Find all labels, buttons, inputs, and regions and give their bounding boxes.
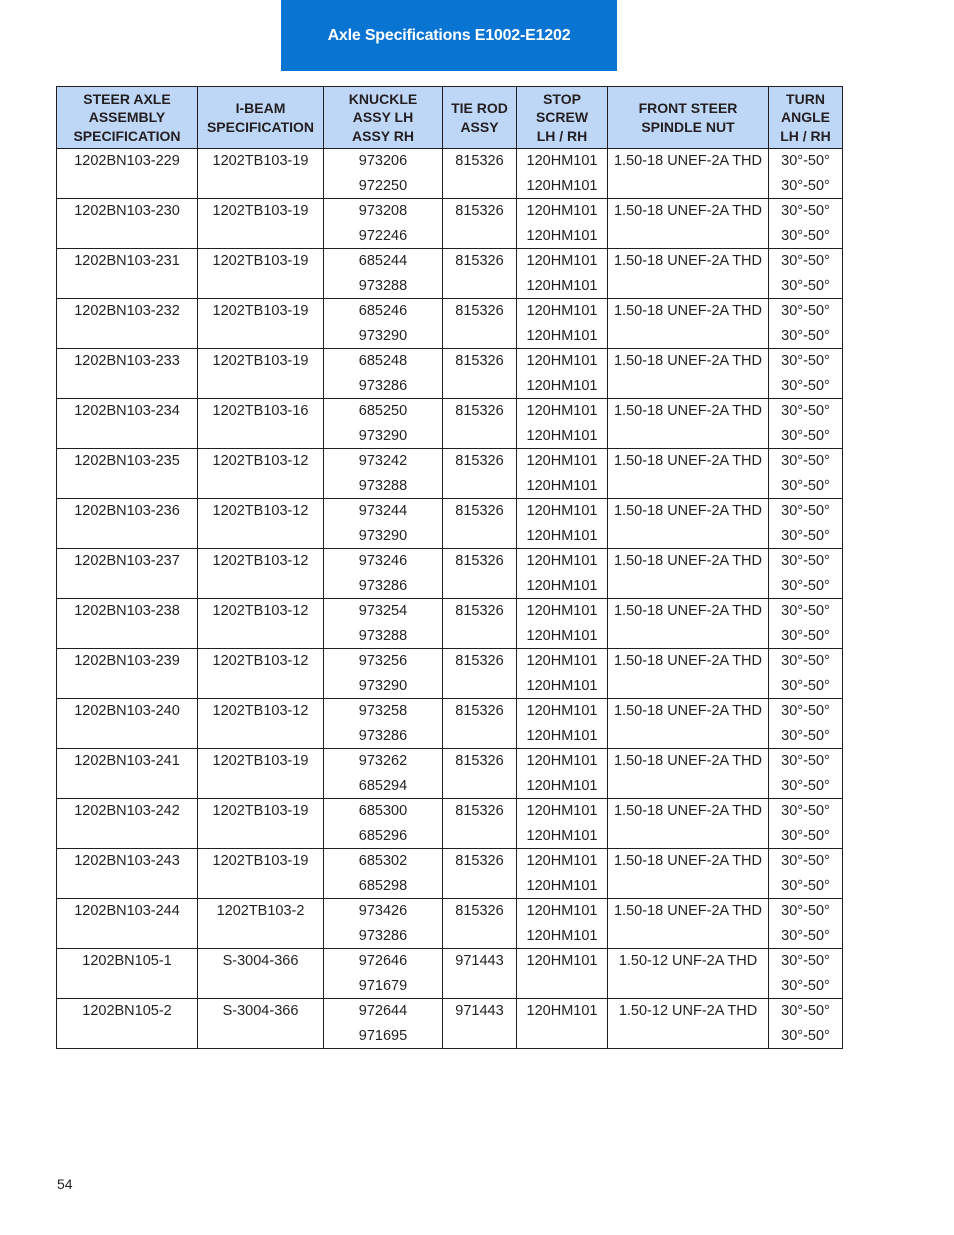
tie-rod-cell-2 bbox=[443, 774, 517, 799]
turn-angle-cell: 30°-50° bbox=[769, 799, 843, 825]
assembly-cell-2 bbox=[57, 974, 198, 999]
knuckle-lh-cell: 973258 bbox=[324, 699, 443, 725]
ibeam-cell-2 bbox=[198, 674, 324, 699]
spindle-nut-cell: 1.50-18 UNEF-2A THD bbox=[608, 699, 769, 725]
header-line: LH / RH bbox=[536, 127, 588, 144]
ibeam-cell: 1202TB103-12 bbox=[198, 699, 324, 725]
stop-screw-cell: 120HM101 bbox=[517, 849, 608, 875]
turn-angle-cell: 30°-50° bbox=[769, 399, 843, 425]
spindle-nut-cell-2 bbox=[608, 574, 769, 599]
header-line: SCREW bbox=[535, 109, 589, 126]
turn-angle-cell-2: 30°-50° bbox=[769, 224, 843, 249]
knuckle-lh-cell-2: 972250 bbox=[324, 174, 443, 199]
turn-angle-cell: 30°-50° bbox=[769, 499, 843, 525]
assembly-cell: 1202BN103-232 bbox=[57, 299, 198, 325]
turn-angle-cell-2: 30°-50° bbox=[769, 974, 843, 999]
stop-screw-cell: 120HM101 bbox=[517, 249, 608, 275]
knuckle-lh-cell: 973426 bbox=[324, 899, 443, 925]
stop-screw-cell-2: 120HM101 bbox=[517, 274, 608, 299]
assembly-cell: 1202BN103-238 bbox=[57, 599, 198, 625]
spindle-nut-cell: 1.50-18 UNEF-2A THD bbox=[608, 149, 769, 175]
header-i-beam-spec bbox=[198, 87, 324, 149]
ibeam-cell: 1202TB103-12 bbox=[198, 599, 324, 625]
tie-rod-cell-2 bbox=[443, 224, 517, 249]
table-row bbox=[57, 499, 843, 549]
stop-screw-cell-2: 120HM101 bbox=[517, 674, 608, 699]
header-line: ASSY RH bbox=[352, 127, 414, 144]
knuckle-lh-cell: 685302 bbox=[324, 849, 443, 875]
turn-angle-cell-2: 30°-50° bbox=[769, 574, 843, 599]
turn-angle-cell: 30°-50° bbox=[769, 649, 843, 675]
tie-rod-cell: 815326 bbox=[443, 199, 517, 225]
header-steer-axle-assembly bbox=[57, 87, 198, 149]
ibeam-cell-2 bbox=[198, 274, 324, 299]
stop-screw-cell: 120HM101 bbox=[517, 499, 608, 525]
tie-rod-cell-2 bbox=[443, 974, 517, 999]
stop-screw-cell: 120HM101 bbox=[517, 999, 608, 1025]
header-line: ASSEMBLY bbox=[88, 109, 166, 126]
tie-rod-cell: 815326 bbox=[443, 749, 517, 775]
spindle-nut-cell: 1.50-18 UNEF-2A THD bbox=[608, 849, 769, 875]
stop-screw-cell-2: 120HM101 bbox=[517, 424, 608, 449]
tie-rod-cell-2 bbox=[443, 924, 517, 949]
knuckle-lh-cell-2: 973290 bbox=[324, 324, 443, 349]
ibeam-cell-2 bbox=[198, 374, 324, 399]
tie-rod-cell-2 bbox=[443, 624, 517, 649]
ibeam-cell-2 bbox=[198, 174, 324, 199]
assembly-cell: 1202BN103-241 bbox=[57, 749, 198, 775]
assembly-cell: 1202BN103-233 bbox=[57, 349, 198, 375]
stop-screw-cell: 120HM101 bbox=[517, 749, 608, 775]
stop-screw-cell-2: 120HM101 bbox=[517, 224, 608, 249]
stop-screw-cell: 120HM101 bbox=[517, 349, 608, 375]
tie-rod-cell-2 bbox=[443, 524, 517, 549]
stop-screw-cell-2: 120HM101 bbox=[517, 524, 608, 549]
turn-angle-cell-2: 30°-50° bbox=[769, 624, 843, 649]
knuckle-lh-cell: 973206 bbox=[324, 149, 443, 175]
knuckle-lh-cell-2: 685298 bbox=[324, 874, 443, 899]
stop-screw-cell: 120HM101 bbox=[517, 899, 608, 925]
ibeam-cell-2 bbox=[198, 324, 324, 349]
stop-screw-cell: 120HM101 bbox=[517, 149, 608, 175]
ibeam-cell-2 bbox=[198, 624, 324, 649]
spindle-nut-cell-2 bbox=[608, 274, 769, 299]
tie-rod-cell: 815326 bbox=[443, 449, 517, 475]
assembly-cell-2 bbox=[57, 924, 198, 949]
turn-angle-cell: 30°-50° bbox=[769, 699, 843, 725]
turn-angle-cell-2: 30°-50° bbox=[769, 824, 843, 849]
knuckle-lh-cell: 685248 bbox=[324, 349, 443, 375]
table-row bbox=[57, 399, 843, 449]
assembly-cell-2 bbox=[57, 324, 198, 349]
table-row bbox=[57, 149, 843, 199]
knuckle-lh-cell-2: 971679 bbox=[324, 974, 443, 999]
spindle-nut-cell-2 bbox=[608, 1024, 769, 1049]
assembly-cell: 1202BN103-240 bbox=[57, 699, 198, 725]
stop-screw-cell: 120HM101 bbox=[517, 299, 608, 325]
header-line: KNUCKLE bbox=[348, 90, 418, 107]
ibeam-cell-2 bbox=[198, 424, 324, 449]
stop-screw-cell-2 bbox=[517, 974, 608, 999]
stop-screw-cell: 120HM101 bbox=[517, 199, 608, 225]
header-line: ASSY bbox=[460, 118, 499, 135]
header-line: ASSY LH bbox=[352, 109, 414, 126]
spindle-nut-cell-2 bbox=[608, 624, 769, 649]
tie-rod-cell: 971443 bbox=[443, 999, 517, 1025]
turn-angle-cell-2: 30°-50° bbox=[769, 324, 843, 349]
ibeam-cell: 1202TB103-19 bbox=[198, 849, 324, 875]
spindle-nut-cell: 1.50-18 UNEF-2A THD bbox=[608, 449, 769, 475]
knuckle-lh-cell-2: 973290 bbox=[324, 524, 443, 549]
knuckle-lh-cell: 972644 bbox=[324, 999, 443, 1025]
turn-angle-cell: 30°-50° bbox=[769, 449, 843, 475]
turn-angle-cell: 30°-50° bbox=[769, 749, 843, 775]
spindle-nut-cell-2 bbox=[608, 724, 769, 749]
turn-angle-cell: 30°-50° bbox=[769, 199, 843, 225]
knuckle-lh-cell: 973254 bbox=[324, 599, 443, 625]
stop-screw-cell-2: 120HM101 bbox=[517, 374, 608, 399]
spindle-nut-cell: 1.50-18 UNEF-2A THD bbox=[608, 899, 769, 925]
stop-screw-cell-2: 120HM101 bbox=[517, 174, 608, 199]
spindle-nut-cell-2 bbox=[608, 674, 769, 699]
table-header-row bbox=[57, 87, 843, 149]
ibeam-cell-2 bbox=[198, 774, 324, 799]
stop-screw-cell: 120HM101 bbox=[517, 399, 608, 425]
assembly-cell-2 bbox=[57, 424, 198, 449]
stop-screw-cell-2: 120HM101 bbox=[517, 874, 608, 899]
header-line: ANGLE bbox=[781, 109, 830, 126]
table-row bbox=[57, 799, 843, 849]
header-line: SPINDLE NUT bbox=[641, 118, 735, 135]
tie-rod-cell: 815326 bbox=[443, 899, 517, 925]
header-line: STEER AXLE bbox=[83, 90, 171, 107]
knuckle-lh-cell: 972646 bbox=[324, 949, 443, 975]
turn-angle-cell-2: 30°-50° bbox=[769, 174, 843, 199]
stop-screw-cell-2: 120HM101 bbox=[517, 324, 608, 349]
assembly-cell-2 bbox=[57, 274, 198, 299]
ibeam-cell-2 bbox=[198, 1024, 324, 1049]
ibeam-cell-2 bbox=[198, 724, 324, 749]
turn-angle-cell: 30°-50° bbox=[769, 849, 843, 875]
tie-rod-cell-2 bbox=[443, 674, 517, 699]
axle-spec-table bbox=[56, 86, 843, 1049]
header-turn-angle bbox=[769, 87, 843, 149]
spindle-nut-cell-2 bbox=[608, 424, 769, 449]
table-row bbox=[57, 999, 843, 1049]
header-line: TURN bbox=[786, 90, 825, 107]
stop-screw-cell: 120HM101 bbox=[517, 549, 608, 575]
table-row bbox=[57, 299, 843, 349]
ibeam-cell: 1202TB103-2 bbox=[198, 899, 324, 925]
turn-angle-cell-2: 30°-50° bbox=[769, 724, 843, 749]
tie-rod-cell: 815326 bbox=[443, 249, 517, 275]
turn-angle-cell-2: 30°-50° bbox=[769, 524, 843, 549]
table-row bbox=[57, 949, 843, 999]
ibeam-cell: 1202TB103-12 bbox=[198, 449, 324, 475]
spindle-nut-cell-2 bbox=[608, 524, 769, 549]
tie-rod-cell-2 bbox=[443, 724, 517, 749]
tie-rod-cell: 815326 bbox=[443, 799, 517, 825]
turn-angle-cell: 30°-50° bbox=[769, 549, 843, 575]
knuckle-lh-cell-2: 973290 bbox=[324, 674, 443, 699]
ibeam-cell: S-3004-366 bbox=[198, 999, 324, 1025]
header-line: LH / RH bbox=[780, 127, 831, 144]
assembly-cell-2 bbox=[57, 824, 198, 849]
header-line: I-BEAM bbox=[235, 100, 286, 116]
stop-screw-cell: 120HM101 bbox=[517, 599, 608, 625]
turn-angle-cell-2: 30°-50° bbox=[769, 1024, 843, 1049]
turn-angle-cell: 30°-50° bbox=[769, 899, 843, 925]
ibeam-cell: 1202TB103-12 bbox=[198, 649, 324, 675]
tie-rod-cell-2 bbox=[443, 824, 517, 849]
knuckle-lh-cell-2: 971695 bbox=[324, 1024, 443, 1049]
tie-rod-cell-2 bbox=[443, 374, 517, 399]
assembly-cell: 1202BN103-235 bbox=[57, 449, 198, 475]
knuckle-lh-cell: 973244 bbox=[324, 499, 443, 525]
tie-rod-cell: 815326 bbox=[443, 149, 517, 175]
spindle-nut-cell: 1.50-18 UNEF-2A THD bbox=[608, 749, 769, 775]
ibeam-cell: 1202TB103-19 bbox=[198, 799, 324, 825]
knuckle-lh-cell: 685250 bbox=[324, 399, 443, 425]
stop-screw-cell: 120HM101 bbox=[517, 949, 608, 975]
assembly-cell: 1202BN103-244 bbox=[57, 899, 198, 925]
assembly-cell: 1202BN103-239 bbox=[57, 649, 198, 675]
tie-rod-cell-2 bbox=[443, 174, 517, 199]
assembly-cell-2 bbox=[57, 374, 198, 399]
turn-angle-cell-2: 30°-50° bbox=[769, 424, 843, 449]
header-line: FRONT STEER bbox=[638, 100, 738, 116]
page-title: Axle Specifications E1002-E1202 bbox=[281, 0, 617, 71]
knuckle-lh-cell: 973262 bbox=[324, 749, 443, 775]
table-row bbox=[57, 549, 843, 599]
stop-screw-cell: 120HM101 bbox=[517, 449, 608, 475]
spindle-nut-cell-2 bbox=[608, 324, 769, 349]
knuckle-lh-cell: 685246 bbox=[324, 299, 443, 325]
tie-rod-cell-2 bbox=[443, 274, 517, 299]
knuckle-lh-cell-2: 973288 bbox=[324, 624, 443, 649]
turn-angle-cell-2: 30°-50° bbox=[769, 874, 843, 899]
assembly-cell: 1202BN103-229 bbox=[57, 149, 198, 175]
ibeam-cell: 1202TB103-16 bbox=[198, 399, 324, 425]
turn-angle-cell-2: 30°-50° bbox=[769, 474, 843, 499]
turn-angle-cell: 30°-50° bbox=[769, 349, 843, 375]
spindle-nut-cell: 1.50-18 UNEF-2A THD bbox=[608, 799, 769, 825]
spindle-nut-cell: 1.50-12 UNF-2A THD bbox=[608, 999, 769, 1025]
assembly-cell: 1202BN105-2 bbox=[57, 999, 198, 1025]
spindle-nut-cell-2 bbox=[608, 474, 769, 499]
ibeam-cell-2 bbox=[198, 524, 324, 549]
knuckle-lh-cell: 973256 bbox=[324, 649, 443, 675]
turn-angle-cell: 30°-50° bbox=[769, 999, 843, 1025]
knuckle-lh-cell-2: 973286 bbox=[324, 924, 443, 949]
ibeam-cell-2 bbox=[198, 574, 324, 599]
knuckle-lh-cell-2: 973286 bbox=[324, 574, 443, 599]
header-line: STOP bbox=[543, 90, 581, 107]
assembly-cell: 1202BN105-1 bbox=[57, 949, 198, 975]
assembly-cell-2 bbox=[57, 624, 198, 649]
tie-rod-cell: 815326 bbox=[443, 599, 517, 625]
assembly-cell: 1202BN103-243 bbox=[57, 849, 198, 875]
assembly-cell: 1202BN103-231 bbox=[57, 249, 198, 275]
spindle-nut-cell-2 bbox=[608, 974, 769, 999]
knuckle-lh-cell-2: 973290 bbox=[324, 424, 443, 449]
tie-rod-cell: 815326 bbox=[443, 299, 517, 325]
spindle-nut-cell: 1.50-18 UNEF-2A THD bbox=[608, 649, 769, 675]
tie-rod-cell: 815326 bbox=[443, 699, 517, 725]
tie-rod-cell: 815326 bbox=[443, 549, 517, 575]
turn-angle-cell: 30°-50° bbox=[769, 949, 843, 975]
assembly-cell: 1202BN103-237 bbox=[57, 549, 198, 575]
knuckle-lh-cell-2: 685296 bbox=[324, 824, 443, 849]
knuckle-lh-cell: 685244 bbox=[324, 249, 443, 275]
stop-screw-cell-2: 120HM101 bbox=[517, 924, 608, 949]
table-row bbox=[57, 599, 843, 649]
header-knuckle-assy bbox=[324, 87, 443, 149]
assembly-cell: 1202BN103-242 bbox=[57, 799, 198, 825]
turn-angle-cell: 30°-50° bbox=[769, 599, 843, 625]
knuckle-lh-cell-2: 973288 bbox=[324, 274, 443, 299]
spindle-nut-cell-2 bbox=[608, 174, 769, 199]
ibeam-cell: 1202TB103-19 bbox=[198, 749, 324, 775]
assembly-cell-2 bbox=[57, 174, 198, 199]
ibeam-cell: 1202TB103-12 bbox=[198, 499, 324, 525]
stop-screw-cell-2: 120HM101 bbox=[517, 724, 608, 749]
assembly-cell: 1202BN103-236 bbox=[57, 499, 198, 525]
page-number: 54 bbox=[57, 1176, 73, 1192]
stop-screw-cell-2: 120HM101 bbox=[517, 824, 608, 849]
assembly-cell-2 bbox=[57, 774, 198, 799]
turn-angle-cell-2: 30°-50° bbox=[769, 274, 843, 299]
tie-rod-cell-2 bbox=[443, 574, 517, 599]
spindle-nut-cell: 1.50-18 UNEF-2A THD bbox=[608, 299, 769, 325]
tie-rod-cell: 815326 bbox=[443, 349, 517, 375]
spindle-nut-cell: 1.50-18 UNEF-2A THD bbox=[608, 549, 769, 575]
knuckle-lh-cell-2: 972246 bbox=[324, 224, 443, 249]
knuckle-lh-cell: 685300 bbox=[324, 799, 443, 825]
tie-rod-cell: 815326 bbox=[443, 849, 517, 875]
tie-rod-cell: 815326 bbox=[443, 499, 517, 525]
spindle-nut-cell: 1.50-18 UNEF-2A THD bbox=[608, 199, 769, 225]
turn-angle-cell: 30°-50° bbox=[769, 249, 843, 275]
stop-screw-cell: 120HM101 bbox=[517, 649, 608, 675]
header-front-steer-spindle-nut bbox=[608, 87, 769, 149]
header-tie-rod-assy bbox=[443, 87, 517, 149]
spindle-nut-cell-2 bbox=[608, 374, 769, 399]
spindle-nut-cell: 1.50-12 UNF-2A THD bbox=[608, 949, 769, 975]
turn-angle-cell-2: 30°-50° bbox=[769, 774, 843, 799]
header-line: TIE ROD bbox=[451, 100, 508, 116]
turn-angle-cell-2: 30°-50° bbox=[769, 374, 843, 399]
tie-rod-cell-2 bbox=[443, 1024, 517, 1049]
table-row bbox=[57, 649, 843, 699]
assembly-cell-2 bbox=[57, 1024, 198, 1049]
table-row bbox=[57, 349, 843, 399]
turn-angle-cell-2: 30°-50° bbox=[769, 924, 843, 949]
spindle-nut-cell-2 bbox=[608, 224, 769, 249]
tie-rod-cell-2 bbox=[443, 424, 517, 449]
ibeam-cell-2 bbox=[198, 974, 324, 999]
spindle-nut-cell-2 bbox=[608, 824, 769, 849]
assembly-cell-2 bbox=[57, 724, 198, 749]
knuckle-lh-cell-2: 973288 bbox=[324, 474, 443, 499]
stop-screw-cell-2: 120HM101 bbox=[517, 624, 608, 649]
tie-rod-cell: 971443 bbox=[443, 949, 517, 975]
stop-screw-cell-2: 120HM101 bbox=[517, 774, 608, 799]
ibeam-cell-2 bbox=[198, 224, 324, 249]
ibeam-cell: 1202TB103-19 bbox=[198, 349, 324, 375]
ibeam-cell: 1202TB103-19 bbox=[198, 199, 324, 225]
assembly-cell-2 bbox=[57, 674, 198, 699]
spindle-nut-cell-2 bbox=[608, 874, 769, 899]
knuckle-lh-cell: 973242 bbox=[324, 449, 443, 475]
assembly-cell-2 bbox=[57, 474, 198, 499]
knuckle-lh-cell-2: 973286 bbox=[324, 374, 443, 399]
knuckle-lh-cell-2: 685294 bbox=[324, 774, 443, 799]
stop-screw-cell: 120HM101 bbox=[517, 699, 608, 725]
table-row bbox=[57, 749, 843, 799]
spindle-nut-cell: 1.50-18 UNEF-2A THD bbox=[608, 399, 769, 425]
table-row bbox=[57, 699, 843, 749]
turn-angle-cell: 30°-50° bbox=[769, 299, 843, 325]
assembly-cell-2 bbox=[57, 224, 198, 249]
spindle-nut-cell: 1.50-18 UNEF-2A THD bbox=[608, 599, 769, 625]
assembly-cell: 1202BN103-234 bbox=[57, 399, 198, 425]
table-row bbox=[57, 899, 843, 949]
assembly-cell-2 bbox=[57, 574, 198, 599]
spindle-nut-cell-2 bbox=[608, 924, 769, 949]
ibeam-cell: 1202TB103-19 bbox=[198, 149, 324, 175]
spindle-nut-cell-2 bbox=[608, 774, 769, 799]
ibeam-cell-2 bbox=[198, 474, 324, 499]
tie-rod-cell-2 bbox=[443, 324, 517, 349]
table-row bbox=[57, 449, 843, 499]
ibeam-cell: S-3004-366 bbox=[198, 949, 324, 975]
ibeam-cell: 1202TB103-12 bbox=[198, 549, 324, 575]
stop-screw-cell-2: 120HM101 bbox=[517, 474, 608, 499]
header-line: SPECIFICATION bbox=[206, 118, 315, 135]
turn-angle-cell: 30°-50° bbox=[769, 149, 843, 175]
ibeam-cell-2 bbox=[198, 824, 324, 849]
knuckle-lh-cell: 973208 bbox=[324, 199, 443, 225]
ibeam-cell-2 bbox=[198, 924, 324, 949]
assembly-cell-2 bbox=[57, 874, 198, 899]
stop-screw-cell-2 bbox=[517, 1024, 608, 1049]
assembly-cell-2 bbox=[57, 524, 198, 549]
knuckle-lh-cell: 973246 bbox=[324, 549, 443, 575]
spindle-nut-cell: 1.50-18 UNEF-2A THD bbox=[608, 249, 769, 275]
header-stop-screw bbox=[517, 87, 608, 149]
tie-rod-cell-2 bbox=[443, 474, 517, 499]
turn-angle-cell-2: 30°-50° bbox=[769, 674, 843, 699]
spindle-nut-cell: 1.50-18 UNEF-2A THD bbox=[608, 499, 769, 525]
table-row bbox=[57, 199, 843, 249]
assembly-cell: 1202BN103-230 bbox=[57, 199, 198, 225]
ibeam-cell: 1202TB103-19 bbox=[198, 249, 324, 275]
knuckle-lh-cell-2: 973286 bbox=[324, 724, 443, 749]
ibeam-cell-2 bbox=[198, 874, 324, 899]
tie-rod-cell: 815326 bbox=[443, 649, 517, 675]
table-row bbox=[57, 249, 843, 299]
tie-rod-cell-2 bbox=[443, 874, 517, 899]
stop-screw-cell: 120HM101 bbox=[517, 799, 608, 825]
header-line: SPECIFICATION bbox=[73, 127, 181, 144]
stop-screw-cell-2: 120HM101 bbox=[517, 574, 608, 599]
tie-rod-cell: 815326 bbox=[443, 399, 517, 425]
spindle-nut-cell: 1.50-18 UNEF-2A THD bbox=[608, 349, 769, 375]
ibeam-cell: 1202TB103-19 bbox=[198, 299, 324, 325]
table-row bbox=[57, 849, 843, 899]
